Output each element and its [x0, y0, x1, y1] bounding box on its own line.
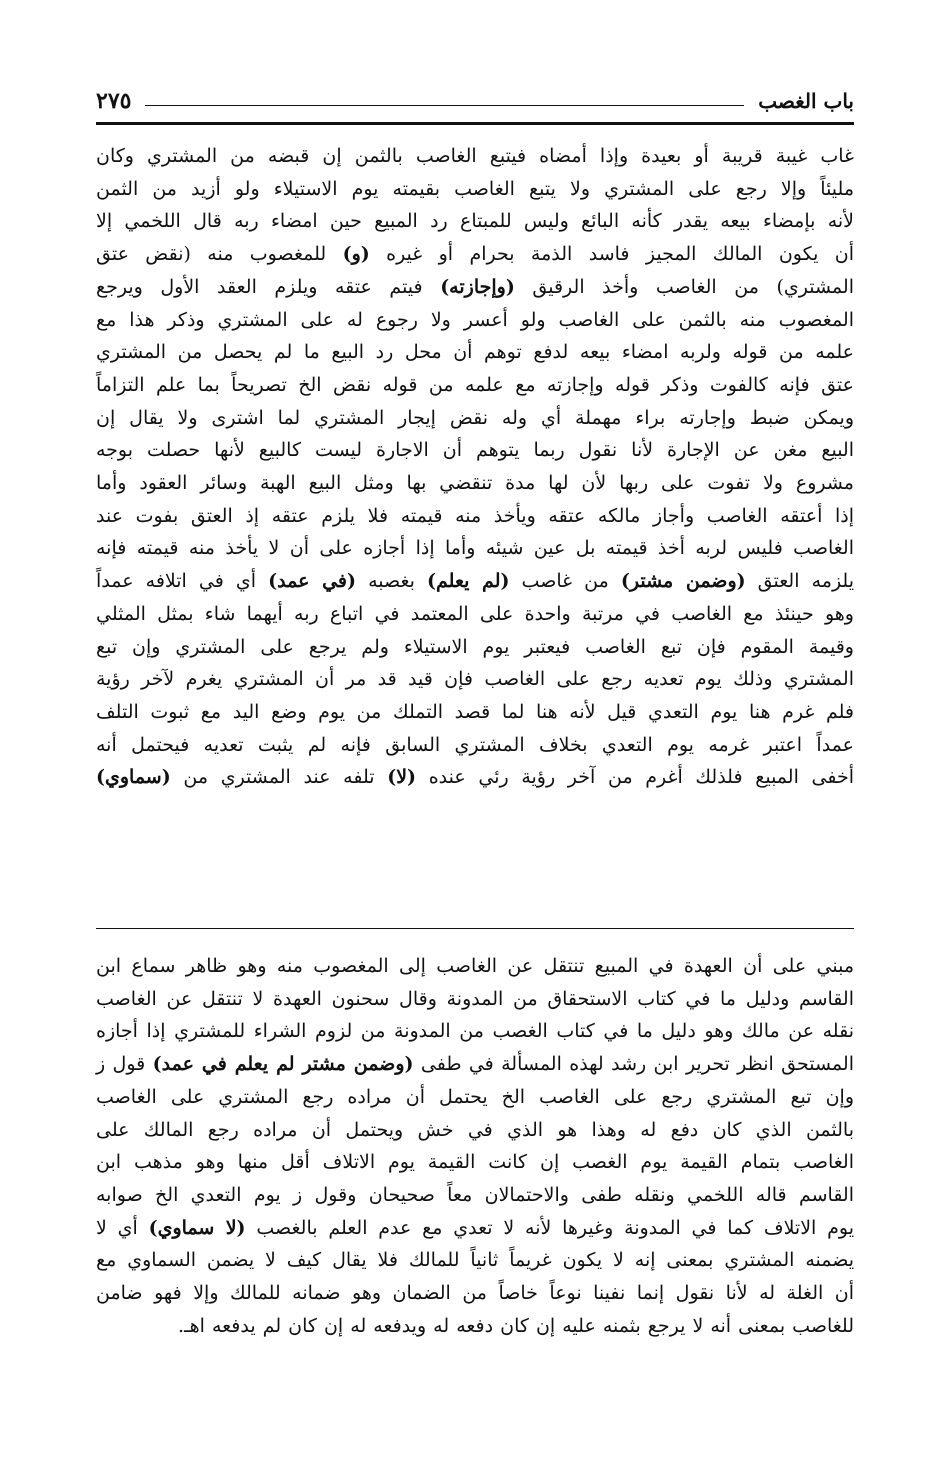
- header-rule: [145, 105, 744, 106]
- footnote-paragraph: [96, 950, 854, 1342]
- text-line: عمداً اعتبر غرمه يوم التعدي بخلاف المشتري السابق فإنه لم يثبت تعديه فيحتمل أنه: [96, 733, 854, 756]
- text-line: الغاصب فليس لربه أخذ قيمته بل عين شيئه وأما إذا أجازه على أن لا يأخذ منه قيمته فإنه: [96, 537, 854, 560]
- footnote-line: الغاصب بتمام القيمة يوم الغصب إن كانت القيمة يوم الاتلاف أقل منها وهو مذهب ابن: [96, 1151, 854, 1174]
- footnote-line: القاسم ودليل ما في كتاب الاستحقاق من المدونة وقال سحنون العهدة لا تنتقل عن الغاصب: [96, 987, 854, 1010]
- quoted-matn: (في عمد): [268, 570, 356, 593]
- running-header: [96, 84, 854, 118]
- footnote-line: يوم الاتلاف كما في المدونة وغيرها لأنه لا تعدي مع عدم العلم بالغصب (لا سماوي) أي لا: [96, 1216, 854, 1239]
- quoted-matn: (لا): [387, 766, 417, 789]
- footnote-separator: [96, 928, 854, 929]
- text-line: فلم غرم هنا يوم التعدي قيل لأنه هنا لما قصد التملك من يوم وضع اليد مع ثبوت التلف: [96, 700, 854, 723]
- footnote-line: المستحق انظر تحرير ابن رشد لهذه المسألة في طفى (وضمن مشتر لم يعلم في عمد) قول ز: [96, 1053, 854, 1076]
- header-divider: [96, 122, 854, 125]
- quoted-matn: (سماوي): [96, 766, 171, 789]
- text-line: أخفى المبيع فلذلك أغرم من آخر رؤية رئي عنده (لا) تلفه عند المشتري من (سماوي): [96, 766, 854, 789]
- chapter-title: باب الغصب: [758, 89, 854, 113]
- footnote-line: وإن تبع المشتري رجع على الغاصب الخ يحتمل أن مراده رجع المشتري على الغاصب: [96, 1085, 854, 1108]
- footnote-line: بالثمن الذي كان دفع له وهذا هو الذي في خش ويحتمل أن مراده رجع المالك على: [96, 1118, 854, 1141]
- text-line: البيع مغن عن الإجارة لأنا نقول ربما يتوهم أن الاجارة ليست كالبيع لأنها حصلت بوجه: [96, 439, 854, 462]
- text-line: أن يكون المالك المجيز فاسد الذمة بحرام أو غيره (و) للمغصوب منه (نقض عتق: [96, 243, 855, 266]
- quoted-matn: (لم يعلم): [427, 570, 510, 593]
- text-line: المغصوب منه بالثمن على الغاصب ولو أعسر ولا رجوع له على المشتري وذكر هذا مع: [96, 308, 854, 331]
- footnote-line: يضمنه المشتري بمعنى إنه لا يكون غريماً ثانياً للمالك فلا يقال كيف لا يضمن السماوي مع: [96, 1249, 854, 1272]
- footnote-line: مبني على أن العهدة في المبيع تنتقل عن الغاصب إلى المغصوب منه وهو ظاهر سماع ابن: [96, 955, 854, 977]
- quoted-matn: (لا سماوي): [148, 1216, 246, 1239]
- text-line: ويمكن ضبط وإجارته براء مهملة أي وله نقض إيجار المشتري لما اشترى ولا يقال إن: [96, 406, 854, 429]
- footnote-line: القاسم قاله اللخمي ونقله طفى والاحتمالان معاً صحيحان وقول ز يوم التعدي الخ صوابه: [96, 1183, 854, 1206]
- text-line: يلزمه العتق (وضمن مشتر) من غاصب (لم يعلم) بغصبه (في عمد) أي في اتلافه عمداً: [96, 570, 855, 593]
- main-text: [96, 140, 854, 794]
- footnote-line: للغاصب بمعنى أنه لا يرجع بثمنه عليه إن كان دفعه له ويدفعه له إن كان لم يدفعه اهـ.: [178, 1314, 854, 1337]
- text-line: علمه من قوله ولربه امضاء بيعه لدفع توهم أن محل رد البيع ما لم يحصل من المشتري: [96, 341, 854, 364]
- quoted-matn: (وإجازته): [440, 275, 515, 298]
- quoted-matn: (وضمن مشتر لم يعلم في عمد): [152, 1053, 414, 1076]
- footnote-line: أن الغلة له لأنا نقول إنما نفينا نوعاً خاصاً من الضمان وهو ضمانه للمالك وإلا فهو ضامن: [96, 1282, 854, 1305]
- text-line: مشروع ولا تفوت على ربها لأن لها مدة تنقضي بها ومثل البيع الهبة وسائر العقود وأما: [96, 472, 854, 495]
- main-paragraph: [96, 140, 854, 794]
- page-number: ٢٧٥: [96, 88, 132, 114]
- text-line: وهو حينئذ مع الغاصب في مرتبة واحدة على المعتمد في اتباع ربه أيهما شاء بمثل المثلي: [96, 602, 854, 625]
- text-line: غاب غيبة قريبة أو بعيدة وإذا أمضاه فيتبع الغاصب بالثمن إن قبضه من المشتري وكان: [96, 145, 854, 167]
- text-line: عتق فإنه كالفوت وذكر قوله وإجازته مع علمه من قوله نقض الخ تصريحاً بما علم التزاماً: [96, 373, 854, 396]
- quoted-matn: (و): [342, 243, 370, 266]
- footnote-line: نقله عن مالك وهو دليل ما في كتاب الغصب من المدونة من لزوم الشراء للمشتري إذا أجازه: [96, 1020, 854, 1043]
- footnotes: [96, 950, 854, 1342]
- quoted-matn: (وضمن مشتر): [620, 570, 746, 593]
- text-line: إذا أعتقه الغاصب وأجاز مالكه عتقه ويأخذ منه قيمته فلا يلزم عتقه إذ العتق بفوت عند: [96, 504, 854, 527]
- text-line: وقيمة المقوم فإن تبع الغاصب فيعتبر يوم الاستيلاء ولم يرجع على المشتري وإن تبع: [96, 635, 854, 658]
- text-line: لأنه بإمضاء بيعه يقدر كأنه البائع وليس للمبتاع رد المبيع حين امضاء ربه قال اللخمي إلا: [96, 210, 854, 233]
- text-line: المشتري وذلك يوم تعديه رجع على الغاصب فإن قيد قد مر أن المشتري يغرم لآخر رؤية: [96, 668, 854, 691]
- text-line: المشتري) من الغاصب وأخذ الرقيق (وإجازته) فيتم عتقه ويلزم العقد الأول ويرجع: [96, 275, 854, 298]
- text-line: مليئاً وإلا رجع على المشتري ولا يتبع الغاصب بقيمته يوم الاستيلاء ولو أزيد من الثمن: [96, 177, 855, 200]
